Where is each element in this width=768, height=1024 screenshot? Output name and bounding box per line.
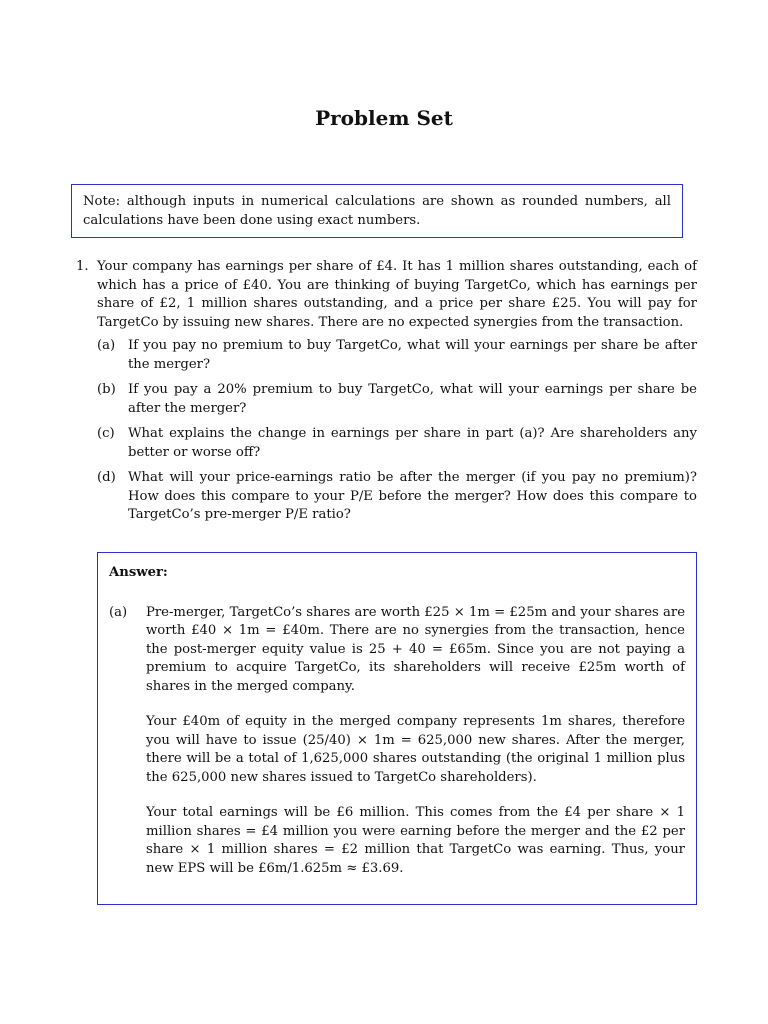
part-label: (c) [97, 426, 115, 441]
problem-number: 1. [76, 259, 89, 274]
answer-item-a [109, 604, 685, 896]
part-text: If you pay no premium to buy TargetCo, what will your earnings per share be after the merger? [128, 338, 697, 372]
answer-heading: Answer: [109, 565, 168, 580]
answer-label: (a) [109, 604, 128, 620]
note-text: Note: although inputs in numerical calculations are shown as rounded numbers, all calculations have been done using exact numbers. [83, 194, 671, 228]
problem-1 [76, 258, 697, 532]
problem-part-b [97, 381, 697, 418]
part-text: If you pay a 20% premium to buy TargetCo, what will your earnings per share be after the merger? [128, 382, 697, 416]
part-label: (b) [97, 382, 116, 397]
problem-parts [97, 337, 697, 525]
problem-part-d [97, 469, 697, 525]
page-title: Problem Set [315, 106, 453, 130]
answer-paragraph-2: Your £40m of equity in the merged company represents 1m shares, therefore you will have to issue (25/40) × 1m = 625,000 new shares. After the merger, there will be a total of 1,625,000 shares outstanding (the original 1 million plus the 625,000 new shares issued to TargetCo shareholders). [146, 714, 685, 785]
problem-part-a [97, 337, 697, 374]
answer-box [97, 552, 697, 905]
problem-statement [76, 258, 697, 332]
part-label: (a) [97, 338, 116, 353]
part-text: What will your price-earnings ratio be after the merger (if you pay no premium)? How does this compare to your P/E before the merger? How does this compare to TargetCo’s pre-merger P/E ratio? [128, 470, 697, 522]
problem-part-c [97, 425, 697, 462]
part-label: (d) [97, 470, 116, 485]
part-text: What explains the change in earnings per share in part (a)? Are shareholders any better or worse off? [128, 426, 697, 460]
answer-paragraph-1: Pre-merger, TargetCo’s shares are worth £25 × 1m = £25m and your shares are worth £40 × 1m = £40m. There are no synergies from the transaction, hence the post-merger equity value is 25 + 40 = £65m. Since you are not paying a premium to acquire TargetCo, its shareholders will receive £25m worth of shares in the merged company. [146, 604, 685, 694]
answer-paragraph-3: Your total earnings will be £6 million. This comes from the £4 per share × 1 million shares = £4 million you were earning before the merger and the £2 per share × 1 million shares = £2 million that TargetCo was earning. Thus, your new EPS will be £6m/1.625m ≈ £3.69. [146, 805, 685, 876]
note-box [71, 184, 683, 238]
problem-text: Your company has earnings per share of £4. It has 1 million shares outstanding, each of which has a price of £40. You are thinking of buying TargetCo, which has earnings per share of £2, 1 million shares outstanding, and a price per share £25. You will pay for TargetCo by issuing new shares. There are no expected synergies from the transaction. [97, 259, 697, 330]
answer-body [146, 604, 685, 896]
